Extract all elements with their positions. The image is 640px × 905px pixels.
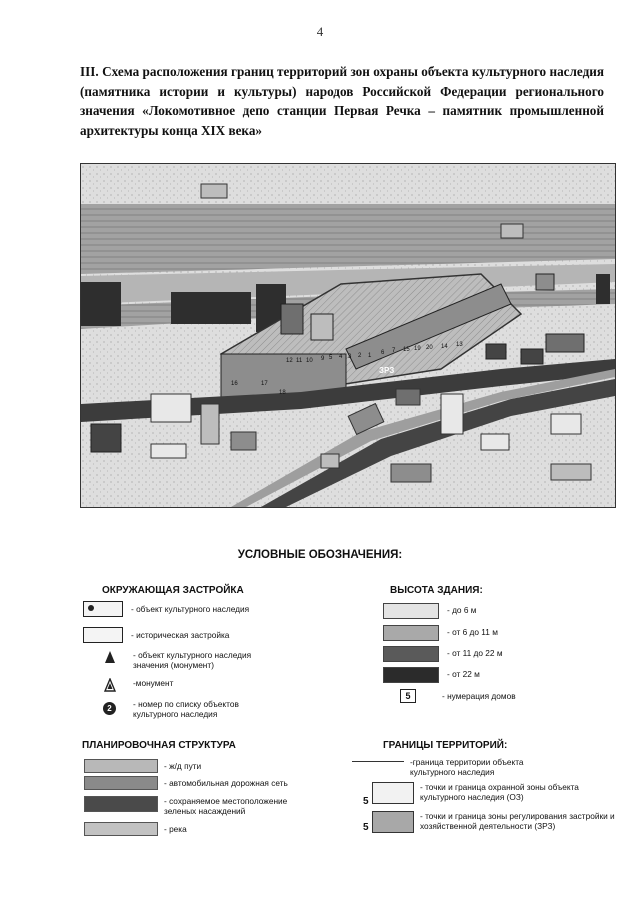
map-house-number: 2	[358, 353, 362, 359]
building	[281, 304, 303, 334]
building	[551, 464, 591, 480]
legend-label: - точки и граница зоны регулирования застройки и хозяйственной деятельности (ЗРЗ)	[420, 811, 615, 831]
zrz-marker: 5	[363, 822, 369, 833]
legend-item-rail	[84, 759, 201, 773]
building	[536, 274, 554, 290]
page-number: 4	[316, 24, 324, 39]
legend-item-green	[84, 796, 314, 816]
building	[546, 334, 584, 352]
building	[551, 414, 581, 434]
map-house-number: 14	[441, 344, 448, 350]
legend-item-river	[84, 822, 187, 836]
legend-label: - ж/д пути	[164, 761, 202, 771]
building	[151, 444, 186, 458]
list-number-symbol: 2	[103, 702, 116, 715]
height-swatch	[383, 603, 439, 619]
boundaries-heading: ГРАНИЦЫ ТЕРРИТОРИЙ:	[383, 740, 508, 751]
map-drawing	[81, 164, 615, 507]
legend-item-list-number	[103, 699, 283, 719]
map-house-number: 7	[392, 348, 396, 354]
height-swatch	[383, 667, 439, 683]
legend-label: - автомобильная дорожная сеть	[164, 778, 288, 788]
legend-label: - от 6 до 11 м	[447, 627, 498, 637]
territory-boundary-line	[352, 761, 404, 763]
legend-label: - номер по списку объектов культурного наследия	[133, 699, 239, 719]
rail-swatch	[84, 759, 158, 773]
legend-title: УСЛОВНЫЕ ОБОЗНАЧЕНИЯ:	[237, 549, 403, 561]
building	[396, 389, 420, 405]
building	[441, 394, 463, 434]
building	[321, 454, 339, 468]
legend-label: -граница территории объекта культурного наследия	[410, 757, 524, 777]
map-house-number: 18	[279, 390, 286, 396]
building	[501, 224, 523, 238]
legend-item-height-22	[383, 667, 480, 683]
legend-item-monument	[104, 678, 173, 692]
road-swatch	[84, 776, 158, 790]
legend-item-road	[84, 776, 288, 790]
building	[391, 464, 431, 482]
building-dark	[171, 292, 251, 324]
building	[231, 432, 256, 450]
map-house-number: 20	[426, 345, 433, 351]
legend-label: -монумент	[133, 678, 174, 688]
legend-label: - историческая застройка	[131, 630, 230, 640]
zone-label: ЗРЗ	[379, 366, 395, 375]
map-house-number: 6	[381, 350, 385, 356]
building	[311, 314, 333, 340]
monument-filled-icon	[104, 650, 116, 664]
building	[201, 404, 219, 444]
building	[91, 424, 121, 452]
oz-marker: 5	[363, 796, 369, 807]
legend-item-house-number	[400, 689, 516, 703]
legend-item-regulation-zone	[372, 811, 630, 833]
map-house-number: 15	[403, 347, 410, 353]
heritage-object-symbol	[83, 601, 123, 617]
legend-item-historic-building	[83, 627, 229, 643]
building	[521, 349, 543, 364]
map-house-number: 19	[414, 346, 421, 352]
map-house-number: 3	[348, 354, 352, 360]
protection-zone-swatch	[372, 782, 414, 804]
document-title: III. Схема расположения границ территорий зон охраны объекта культурного наследия (памятника истории и культуры) народов Российской Федерации регионального значения «Локомотивное депо станции Первая Речка – памятник промышленной архитектуры конца XIX века»	[80, 64, 604, 138]
legend-item-monument-object	[104, 650, 283, 670]
monument-outline-icon	[104, 678, 116, 692]
legend-label: - объект культурного наследия значения (монумент)	[133, 650, 252, 670]
legend-label: - река	[164, 824, 187, 834]
legend-label: - до 6 м	[447, 605, 477, 615]
map-house-number: 5	[329, 355, 333, 361]
map-house-number: 16	[231, 381, 238, 387]
map-house-number: 11	[296, 358, 303, 364]
regulation-zone-swatch	[372, 811, 414, 833]
legend-label: - нумерация домов	[442, 691, 516, 701]
building	[486, 344, 506, 359]
legend-item-height-6-11	[383, 625, 498, 641]
map-house-number: 9	[321, 356, 325, 362]
building	[151, 394, 191, 422]
height-swatch	[383, 625, 439, 641]
legend-item-territory-boundary	[352, 757, 570, 777]
map-house-number: 10	[306, 358, 313, 364]
building	[201, 184, 227, 198]
map-house-number: 4	[339, 354, 343, 360]
legend-label: - объект культурного наследия	[131, 604, 250, 614]
site-map	[80, 163, 616, 508]
building	[596, 274, 610, 304]
map-house-number: 17	[261, 381, 268, 387]
map-house-number: 1	[368, 353, 372, 359]
building	[481, 434, 509, 450]
building-dark	[81, 282, 121, 326]
legend-item-heritage-object	[83, 601, 249, 617]
legend-item-height-11-22	[383, 646, 503, 662]
legend-label: - от 11 до 22 м	[447, 648, 503, 658]
green-swatch	[84, 796, 158, 812]
legend-label: - от 22 м	[447, 669, 480, 679]
house-number-symbol: 5	[400, 689, 416, 703]
legend-item-protection-zone	[372, 782, 620, 804]
legend-label: - точки и граница охранной зоны объекта культурного наследия (ОЗ)	[420, 782, 579, 802]
river-swatch	[84, 822, 158, 836]
surroundings-heading: ОКРУЖАЮЩАЯ ЗАСТРОЙКА	[102, 585, 244, 596]
planning-heading: ПЛАНИРОВОЧНАЯ СТРУКТУРА	[82, 740, 236, 751]
legend-label: - сохраняемое местоположение зеленых насаждений	[164, 796, 288, 816]
height-swatch	[383, 646, 439, 662]
legend-item-height-6	[383, 603, 476, 619]
map-house-number: 12	[286, 358, 293, 364]
historic-building-symbol	[83, 627, 123, 643]
height-heading: ВЫСОТА ЗДАНИЯ:	[390, 585, 483, 596]
map-house-number: 13	[456, 342, 463, 348]
